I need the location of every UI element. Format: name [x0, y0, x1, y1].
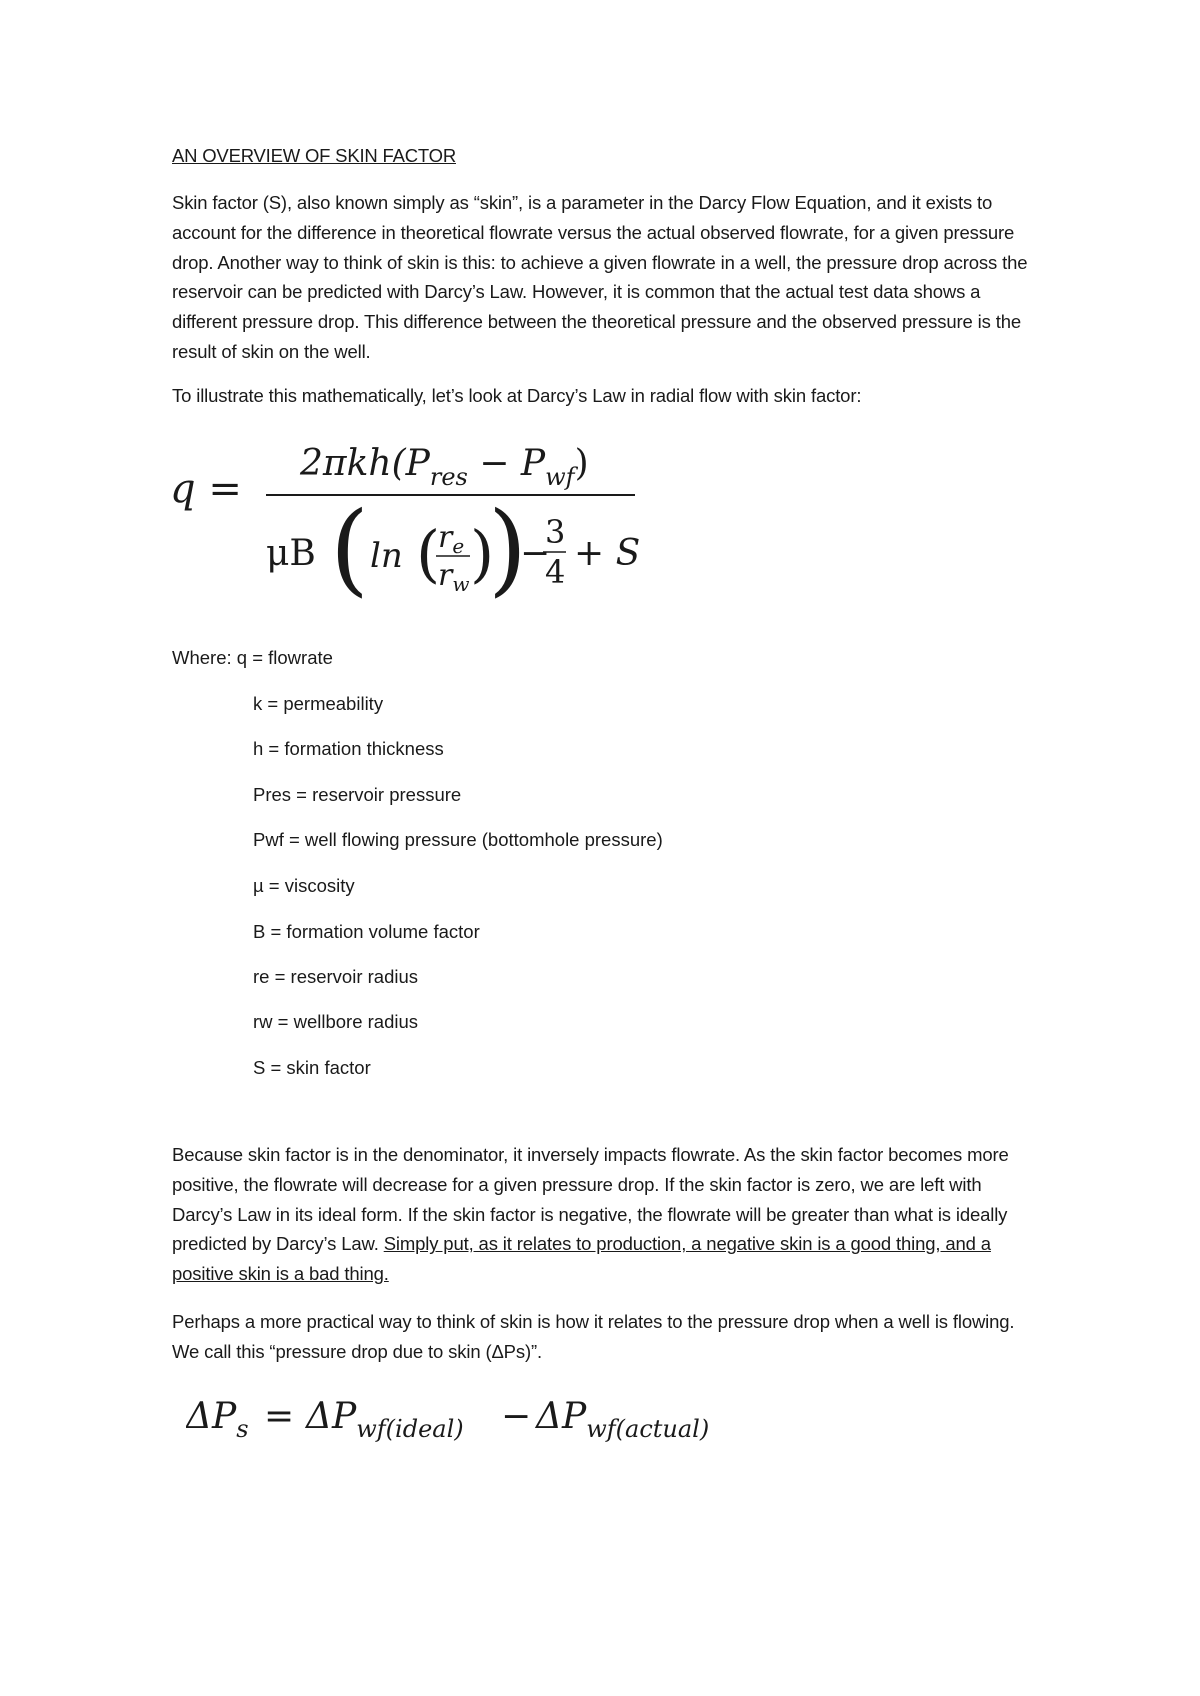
eq1-den-mu-b: μB	[266, 533, 316, 574]
darcy-equation	[170, 425, 650, 615]
eq2-term-actual: $\Delta P_{wf(actual)}$	[536, 1396, 710, 1443]
eq1-small-paren-left: (	[416, 517, 441, 590]
definition-rw: rw = wellbore radius	[253, 1011, 419, 1032]
eq1-numerator: $2\pi kh(P_{res} - P_{wf})$	[300, 443, 589, 491]
definition-b: B = formation volume factor	[253, 921, 480, 942]
eq2-minus: −	[501, 1396, 532, 1437]
eq1-lhs: q =	[170, 466, 242, 512]
skin-summary-underlined: Simply put, as it relates to production, a negative skin is a good thing, and a positive skin is a bad thing.	[172, 1233, 991, 1285]
eq1-big-paren-right: )	[488, 490, 528, 607]
definition-k: k = permeability	[253, 693, 384, 714]
document-title: AN OVERVIEW OF SKIN FACTOR	[172, 145, 456, 166]
definition-h: h = formation thickness	[253, 738, 444, 759]
eq2-lhs: $\Delta P_s$	[186, 1396, 249, 1443]
where-label: Where: q = flowrate	[172, 647, 333, 668]
eq1-re: $r_e$	[438, 520, 465, 558]
intro-paragraph: Skin factor (S), also known simply as “skin”, is a parameter in the Darcy Flow Equation, and it exists to account for the difference in theoretical flowrate versus the actual observed flowrate, for a given pressure drop. Another way to think of skin is this: to achieve a given flowrate in a well, the pressure drop across the reservoir can be predicted with Darcy’s Law. However, it is common that the actual test data shows a different pressure drop. This difference between the theoretical pressure and the observed pressure is the result of skin on the well.	[172, 192, 1028, 362]
skin-impact-paragraph	[172, 1140, 1042, 1289]
eq1-ln: ln	[370, 536, 403, 576]
pressure-drop-paragraph: Perhaps a more practical way to think of skin is how it relates to the pressure drop when a well is flowing. We call this “pressure drop due to skin (ΔPs)”.	[172, 1311, 1015, 1362]
eq1-frac-den: 4	[545, 553, 566, 591]
eq2-equals: =	[264, 1396, 295, 1437]
eq1-frac-num: 3	[545, 513, 566, 551]
eq1-minus: −	[520, 533, 551, 574]
skin-pressure-drop-equation	[186, 1390, 766, 1450]
skin-impact-text: Because skin factor is in the denominator, it inversely impacts flowrate. As the skin factor becomes more positive, the flowrate will decrease for a given pressure drop. If the skin factor is zero, we are left with Darcy’s Law in its ideal form. If the skin factor is negative, the flowrate will be greater than what is ideally predicted by Darcy’s Law.	[172, 1144, 1009, 1255]
definition-mu: µ = viscosity	[253, 875, 355, 896]
eq1-rw: $r_w$	[438, 558, 470, 596]
definition-pres: Pres = reservoir pressure	[253, 784, 462, 805]
illustration-paragraph: To illustrate this mathematically, let’s look at Darcy’s Law in radial flow with skin factor:	[172, 385, 862, 406]
eq1-plus-s: + S	[574, 533, 641, 574]
eq1-big-paren-left: (	[330, 490, 370, 607]
eq1-small-paren-right: )	[470, 517, 495, 590]
definition-re: re = reservoir radius	[253, 966, 419, 987]
eq2-term-ideal: $\Delta P_{wf(ideal)}$	[306, 1396, 464, 1443]
definition-pwf: Pwf = well flowing pressure (bottomhole pressure)	[253, 829, 663, 850]
definition-s: S = skin factor	[253, 1057, 371, 1078]
